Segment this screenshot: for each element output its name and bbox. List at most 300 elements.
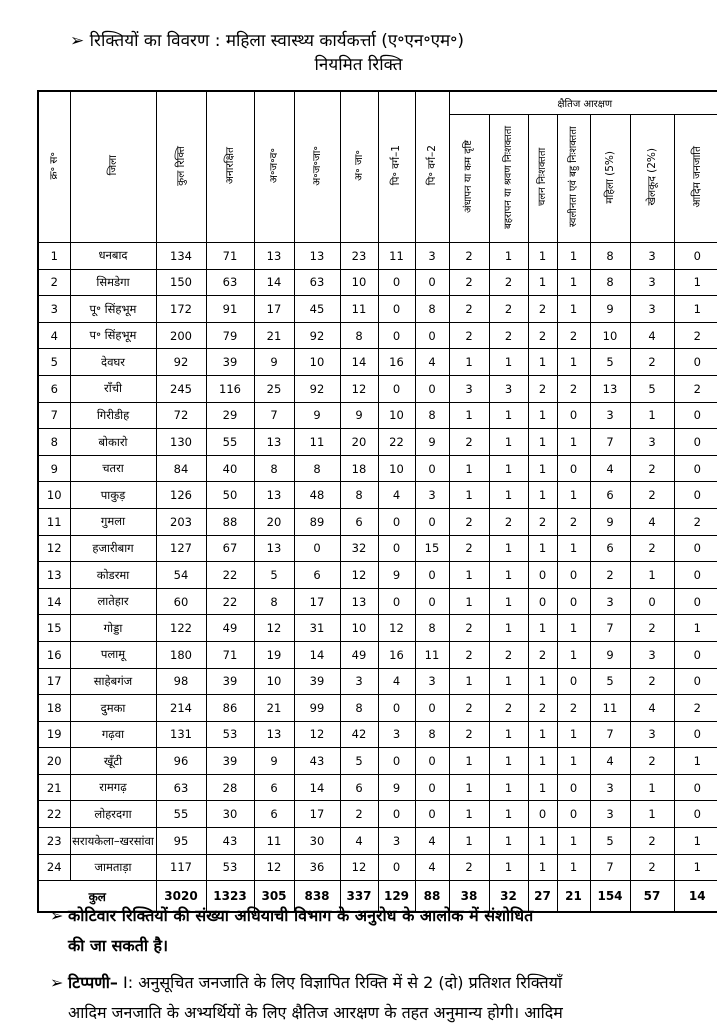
value-cell: 72 [156,402,206,429]
value-cell: 17 [254,296,294,323]
value-cell: 2 [630,828,674,855]
serial-cell: 1 [38,243,70,270]
value-cell: 17 [294,801,340,828]
serial-cell: 5 [38,349,70,376]
note-2-label: टिप्पणी– [68,973,118,992]
district-cell: पाकुड़ [70,482,156,509]
value-cell: 88 [206,508,254,535]
title-text: रिक्तियों का विवरण : महिला स्वास्थ्य कार्यकर्त्ता (ए॰एन॰एम॰) [89,31,465,51]
value-cell: 39 [206,668,254,695]
value-cell: 9 [590,296,630,323]
table-row [38,322,717,349]
value-cell: 1 [557,269,590,296]
value-cell: 3 [630,721,674,748]
value-cell: 2 [557,322,590,349]
table-row [38,641,717,668]
serial-cell: 13 [38,562,70,589]
table-row [38,349,717,376]
value-cell: 0 [378,854,415,881]
value-cell: 1 [449,774,489,801]
value-cell: 55 [206,429,254,456]
value-cell: 8 [254,455,294,482]
value-cell: 2 [489,322,528,349]
value-cell: 1 [630,801,674,828]
value-cell: 0 [415,269,449,296]
value-cell: 7 [590,721,630,748]
value-cell: 8 [340,322,378,349]
value-cell: 1 [557,296,590,323]
note-1-line-2: की जा सकती है। [68,936,169,955]
value-cell: 84 [156,455,206,482]
value-cell: 116 [206,375,254,402]
value-cell: 1 [489,828,528,855]
value-cell: 12 [378,615,415,642]
value-cell: 0 [378,296,415,323]
value-cell: 22 [206,562,254,589]
serial-cell: 16 [38,641,70,668]
value-cell: 1 [528,269,557,296]
value-cell: 63 [156,774,206,801]
total-cell: 337 [340,881,378,913]
table-row [38,801,717,828]
value-cell: 2 [528,375,557,402]
value-cell: 1 [528,854,557,881]
value-cell: 2 [590,562,630,589]
value-cell: 14 [340,349,378,376]
value-cell: 7 [590,429,630,456]
value-cell: 0 [674,482,717,509]
value-cell: 6 [590,482,630,509]
value-cell: 2 [674,695,717,722]
value-cell: 20 [340,429,378,456]
value-cell: 9 [254,748,294,775]
serial-cell: 14 [38,588,70,615]
value-cell: 12 [254,854,294,881]
col-header: अ॰ज॰व॰ [254,91,294,243]
total-cell: 27 [528,881,557,913]
value-cell: 54 [156,562,206,589]
value-cell: 122 [156,615,206,642]
value-cell: 1 [528,455,557,482]
serial-cell: 4 [38,322,70,349]
value-cell: 0 [378,322,415,349]
value-cell: 1 [557,641,590,668]
value-cell: 1 [489,429,528,456]
value-cell: 1 [489,854,528,881]
value-cell: 172 [156,296,206,323]
value-cell: 39 [206,349,254,376]
value-cell: 10 [254,668,294,695]
value-cell: 1 [489,721,528,748]
value-cell: 7 [590,615,630,642]
value-cell: 0 [378,375,415,402]
value-cell: 13 [340,588,378,615]
value-cell: 1 [489,535,528,562]
district-cell: गोड्डा [70,615,156,642]
total-label: कुल [38,881,156,913]
col-header: अनारक्षित [206,91,254,243]
value-cell: 25 [254,375,294,402]
value-cell: 0 [674,801,717,828]
total-cell: 129 [378,881,415,913]
value-cell: 39 [206,748,254,775]
value-cell: 2 [630,455,674,482]
table-row [38,535,717,562]
value-cell: 1 [630,774,674,801]
arrow-icon: ➢ [50,973,64,992]
district-cell: खूँटी [70,748,156,775]
table-row [38,854,717,881]
col-header: जिला [70,91,156,243]
value-cell: 0 [415,774,449,801]
value-cell: 7 [590,854,630,881]
value-cell: 2 [489,508,528,535]
value-cell: 3 [590,402,630,429]
value-cell: 0 [378,801,415,828]
value-cell: 1 [489,748,528,775]
value-cell: 1 [489,243,528,270]
col-header: अ॰ज॰जा॰ [294,91,340,243]
district-cell: गिरीडीह [70,402,156,429]
value-cell: 1 [528,721,557,748]
value-cell: 11 [590,695,630,722]
value-cell: 13 [254,721,294,748]
value-cell: 3 [630,429,674,456]
serial-cell: 24 [38,854,70,881]
value-cell: 9 [254,349,294,376]
value-cell: 2 [528,695,557,722]
value-cell: 2 [557,508,590,535]
value-cell: 63 [206,269,254,296]
value-cell: 2 [449,695,489,722]
value-cell: 1 [674,748,717,775]
value-cell: 9 [590,641,630,668]
value-cell: 117 [156,854,206,881]
value-cell: 0 [557,402,590,429]
value-cell: 3 [590,801,630,828]
serial-cell: 20 [38,748,70,775]
value-cell: 49 [340,641,378,668]
value-cell: 1 [449,402,489,429]
col-header: क्र॰ स॰ [38,91,70,243]
value-cell: 2 [557,695,590,722]
serial-cell: 22 [38,801,70,828]
value-cell: 2 [528,508,557,535]
serial-cell: 17 [38,668,70,695]
col-header: पि॰ वर्ग–2 [415,91,449,243]
value-cell: 18 [340,455,378,482]
value-cell: 2 [674,322,717,349]
district-cell: हजारीबाग [70,535,156,562]
value-cell: 8 [340,482,378,509]
value-cell: 1 [489,774,528,801]
note-2-line-2: आदिम जनजाति के अभ्यर्थियों के लिए क्षैतिज आरक्षण के तहत अनुमान्य होगी। आदिम [68,1003,563,1022]
value-cell: 1 [528,615,557,642]
value-cell: 9 [378,774,415,801]
value-cell: 245 [156,375,206,402]
value-cell: 0 [378,748,415,775]
note-2-line-1: I: अनुसूचित जनजाति के लिए विज्ञापित रिक्ति में से 2 (दो) प्रतिशत रिक्तियाँ [123,973,563,992]
value-cell: 1 [528,402,557,429]
serial-cell: 2 [38,269,70,296]
value-cell: 1 [557,482,590,509]
value-cell: 4 [378,668,415,695]
value-cell: 3 [630,269,674,296]
serial-cell: 19 [38,721,70,748]
value-cell: 5 [630,375,674,402]
district-cell: प॰ सिंहभूम [70,322,156,349]
value-cell: 8 [590,243,630,270]
value-cell: 5 [590,828,630,855]
col-header: खेलकूद (2%) [630,115,674,243]
value-cell: 2 [630,535,674,562]
value-cell: 3 [590,588,630,615]
col-header: अ॰ जा॰ [340,91,378,243]
district-cell: गढ़वा [70,721,156,748]
serial-cell: 15 [38,615,70,642]
col-header: स्वलीनता एवं बहु निःशक्तता [557,115,590,243]
value-cell: 2 [449,269,489,296]
serial-cell: 21 [38,774,70,801]
value-cell: 134 [156,243,206,270]
value-cell: 3 [489,375,528,402]
page-subtitle: नियमित रिक्ति [314,55,403,75]
value-cell: 0 [674,588,717,615]
col-header: कुल रिक्ति [156,91,206,243]
serial-cell: 12 [38,535,70,562]
value-cell: 0 [557,774,590,801]
value-cell: 2 [630,482,674,509]
value-cell: 130 [156,429,206,456]
col-header: चलन निःशक्तता [528,115,557,243]
value-cell: 29 [206,402,254,429]
value-cell: 0 [528,562,557,589]
district-cell: धनबाद [70,243,156,270]
value-cell: 21 [254,322,294,349]
value-cell: 10 [340,615,378,642]
serial-cell: 3 [38,296,70,323]
table-row [38,269,717,296]
value-cell: 16 [378,349,415,376]
table-row [38,562,717,589]
value-cell: 1 [557,748,590,775]
note-1 [68,901,533,961]
value-cell: 126 [156,482,206,509]
value-cell: 13 [254,429,294,456]
value-cell: 13 [254,243,294,270]
table-row [38,774,717,801]
table-row [38,828,717,855]
value-cell: 0 [378,695,415,722]
value-cell: 2 [630,349,674,376]
value-cell: 30 [206,801,254,828]
value-cell: 4 [415,828,449,855]
table-row [38,748,717,775]
value-cell: 11 [340,296,378,323]
value-cell: 8 [590,269,630,296]
value-cell: 1 [449,588,489,615]
value-cell: 10 [378,402,415,429]
value-cell: 2 [449,721,489,748]
district-cell: देवघर [70,349,156,376]
value-cell: 3 [378,828,415,855]
value-cell: 19 [254,641,294,668]
value-cell: 9 [590,508,630,535]
value-cell: 1 [449,349,489,376]
serial-cell: 18 [38,695,70,722]
value-cell: 48 [294,482,340,509]
district-cell: गुमला [70,508,156,535]
district-cell: रामगढ़ [70,774,156,801]
value-cell: 11 [415,641,449,668]
value-cell: 1 [449,562,489,589]
table-row [38,455,717,482]
value-cell: 6 [340,774,378,801]
col-header: आदिम जनजाति [674,115,717,243]
value-cell: 10 [590,322,630,349]
value-cell: 23 [340,243,378,270]
value-cell: 67 [206,535,254,562]
total-cell: 3020 [156,881,206,913]
value-cell: 53 [206,854,254,881]
value-cell: 1 [557,721,590,748]
value-cell: 3 [630,296,674,323]
total-cell: 57 [630,881,674,913]
value-cell: 45 [294,296,340,323]
value-cell: 14 [254,269,294,296]
district-cell: कोडरमा [70,562,156,589]
value-cell: 12 [254,615,294,642]
value-cell: 2 [449,641,489,668]
value-cell: 2 [449,854,489,881]
value-cell: 1 [528,349,557,376]
value-cell: 1 [528,828,557,855]
table-row [38,588,717,615]
col-header: महिला (5%) [590,115,630,243]
value-cell: 79 [206,322,254,349]
value-cell: 2 [489,296,528,323]
value-cell: 2 [489,695,528,722]
district-cell: सिमडेगा [70,269,156,296]
serial-cell: 8 [38,429,70,456]
value-cell: 22 [378,429,415,456]
value-cell: 14 [294,641,340,668]
value-cell: 0 [528,588,557,615]
value-cell: 1 [557,854,590,881]
value-cell: 0 [674,562,717,589]
value-cell: 14 [294,774,340,801]
value-cell: 1 [528,748,557,775]
value-cell: 9 [378,562,415,589]
value-cell: 0 [378,508,415,535]
value-cell: 2 [449,508,489,535]
district-cell: चतरा [70,455,156,482]
value-cell: 1 [630,562,674,589]
value-cell: 2 [630,668,674,695]
value-cell: 1 [449,801,489,828]
value-cell: 1 [528,482,557,509]
table-row [38,296,717,323]
value-cell: 43 [294,748,340,775]
value-cell: 1 [489,668,528,695]
value-cell: 1 [449,748,489,775]
value-cell: 2 [557,375,590,402]
value-cell: 2 [489,269,528,296]
table-row [38,508,717,535]
value-cell: 3 [415,243,449,270]
value-cell: 42 [340,721,378,748]
value-cell: 40 [206,455,254,482]
table-row [38,615,717,642]
value-cell: 1 [489,615,528,642]
value-cell: 0 [674,349,717,376]
value-cell: 31 [294,615,340,642]
value-cell: 0 [674,774,717,801]
value-cell: 12 [340,375,378,402]
value-cell: 0 [674,535,717,562]
value-cell: 92 [294,322,340,349]
value-cell: 5 [254,562,294,589]
value-cell: 32 [340,535,378,562]
value-cell: 6 [254,774,294,801]
district-cell: राँची [70,375,156,402]
value-cell: 1 [528,535,557,562]
total-cell: 305 [254,881,294,913]
value-cell: 0 [415,695,449,722]
value-cell: 0 [415,375,449,402]
district-cell: जामताड़ा [70,854,156,881]
table-row [38,429,717,456]
value-cell: 6 [340,508,378,535]
value-cell: 1 [449,455,489,482]
value-cell: 55 [156,801,206,828]
value-cell: 0 [378,269,415,296]
value-cell: 11 [378,243,415,270]
value-cell: 0 [557,562,590,589]
serial-cell: 6 [38,375,70,402]
value-cell: 1 [557,243,590,270]
value-cell: 0 [674,402,717,429]
value-cell: 2 [449,429,489,456]
value-cell: 0 [415,588,449,615]
value-cell: 5 [340,748,378,775]
total-cell: 838 [294,881,340,913]
value-cell: 92 [156,349,206,376]
value-cell: 43 [206,828,254,855]
value-cell: 2 [449,322,489,349]
serial-cell: 11 [38,508,70,535]
note-1-line-1: कोटिवार रिक्तियों की संख्या अधियाची विभाग के अनुरोध के आलोक में संशोधित [68,906,534,925]
district-cell: साहेबगंज [70,668,156,695]
value-cell: 92 [294,375,340,402]
value-cell: 180 [156,641,206,668]
value-cell: 2 [528,322,557,349]
value-cell: 91 [206,296,254,323]
value-cell: 0 [378,535,415,562]
value-cell: 12 [294,721,340,748]
value-cell: 1 [557,828,590,855]
value-cell: 0 [557,455,590,482]
value-cell: 2 [674,375,717,402]
value-cell: 9 [340,402,378,429]
value-cell: 0 [557,668,590,695]
value-cell: 0 [415,801,449,828]
value-cell: 71 [206,641,254,668]
value-cell: 4 [630,695,674,722]
arrow-icon: ➢ [70,31,85,51]
total-cell: 88 [415,881,449,913]
col-header: पि॰ वर्ग–1 [378,91,415,243]
